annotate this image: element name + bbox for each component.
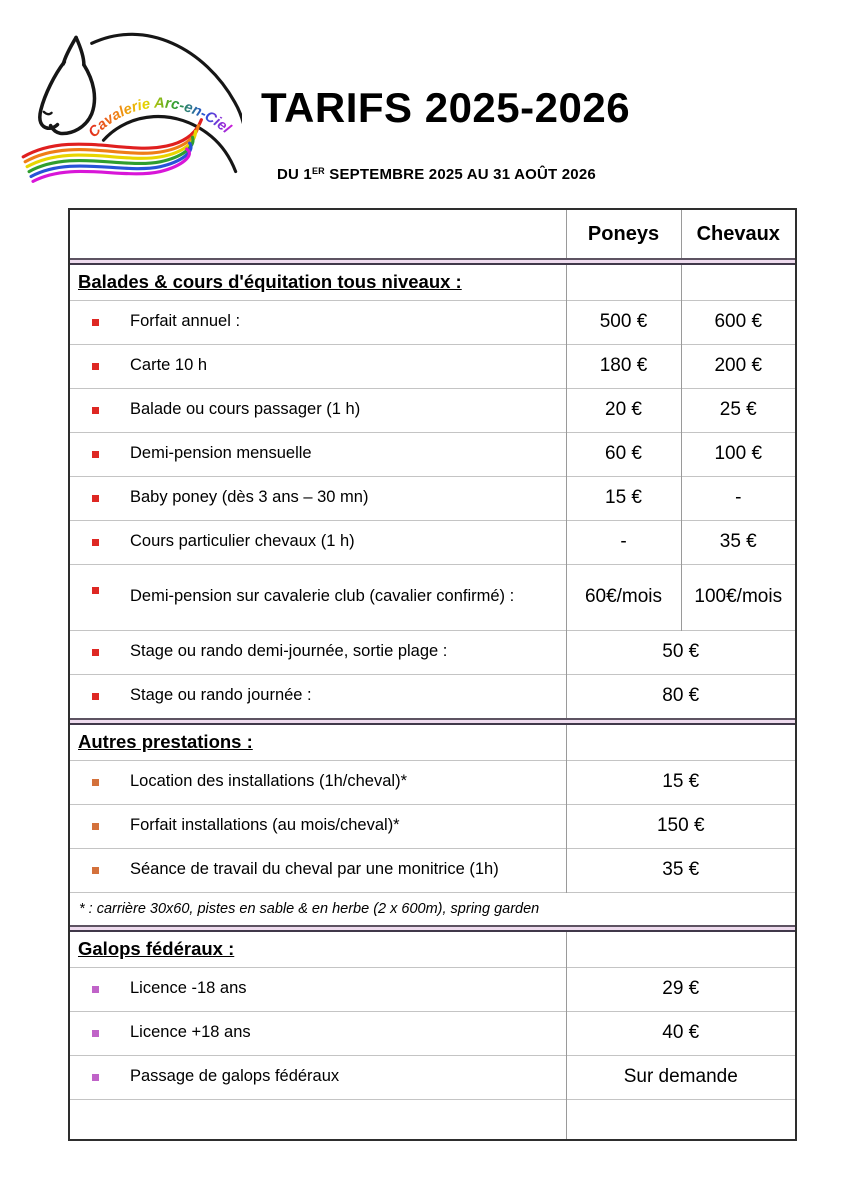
table-row-item — [69, 804, 796, 848]
price-cell-merged: 35 € — [566, 848, 796, 892]
table-row-item — [69, 1011, 796, 1055]
table-row-note — [69, 892, 796, 925]
table-row-item — [69, 674, 796, 718]
header-cell-poneys: Poneys — [566, 209, 681, 258]
item-label-cell — [69, 300, 566, 344]
price-cell-poneys — [566, 265, 681, 300]
bullet-icon — [92, 539, 99, 546]
header-cell-empty — [69, 209, 566, 258]
table-row-item — [69, 432, 796, 476]
bullet-icon — [92, 649, 99, 656]
bullet-icon — [92, 867, 99, 874]
table-row-item — [69, 967, 796, 1011]
price-cell-poneys: 60€/mois — [566, 564, 681, 630]
logo-text: Cavalerie Arc-en-Ciel — [85, 95, 234, 141]
page-subtitle — [277, 166, 596, 183]
item-label-cell — [69, 564, 566, 630]
table-row-separator — [69, 718, 796, 725]
item-label-cell — [69, 674, 566, 718]
bullet-icon — [92, 1074, 99, 1081]
item-label: Forfait annuel : — [130, 312, 241, 331]
item-label-cell — [69, 344, 566, 388]
section-title: Balades & cours d'équitation tous niveaux : — [78, 271, 462, 293]
price-cell-merged: 50 € — [566, 630, 796, 674]
price-cell-merged: 150 € — [566, 804, 796, 848]
item-label: Stage ou rando demi-journée, sortie plage : — [130, 642, 448, 661]
item-label-cell — [69, 760, 566, 804]
tariff-table-body — [69, 258, 796, 1140]
table-row-item — [69, 388, 796, 432]
table-row-empty — [69, 1099, 796, 1140]
price-cell-chevaux: 200 € — [681, 344, 796, 388]
price-cell-chevaux: 100€/mois — [681, 564, 796, 630]
bullet-icon — [92, 693, 99, 700]
price-cell-poneys: 20 € — [566, 388, 681, 432]
bullet-icon — [92, 407, 99, 414]
section-title-cell — [69, 265, 566, 300]
table-row-item — [69, 1055, 796, 1099]
item-label-cell — [69, 848, 566, 892]
table-row-separator — [69, 258, 796, 265]
price-cell-merged: 29 € — [566, 967, 796, 1011]
table-row-item — [69, 520, 796, 564]
empty-label-cell — [69, 1099, 566, 1140]
table-row-section — [69, 265, 796, 300]
page-title: TARIFS 2025-2026 — [261, 84, 631, 131]
item-label-cell — [69, 476, 566, 520]
price-cell-poneys: 180 € — [566, 344, 681, 388]
section-title-cell — [69, 932, 566, 967]
table-header — [69, 209, 796, 258]
subtitle-suffix: SEPTEMBRE 2025 AU 31 AOÛT 2026 — [324, 166, 596, 183]
table-row-item — [69, 344, 796, 388]
item-label: Balade ou cours passager (1 h) — [130, 400, 361, 419]
section-title: Autres prestations : — [78, 731, 253, 753]
subtitle-superscript: ER — [311, 166, 325, 176]
bullet-icon — [92, 779, 99, 786]
price-cell-chevaux: 35 € — [681, 520, 796, 564]
table-row-item — [69, 300, 796, 344]
item-label: Baby poney (dès 3 ans – 30 mn) — [130, 488, 369, 507]
item-label-cell — [69, 630, 566, 674]
item-label: Demi-pension mensuelle — [130, 444, 312, 463]
bullet-icon — [92, 823, 99, 830]
bullet-icon — [92, 1030, 99, 1037]
item-label-cell — [69, 967, 566, 1011]
bullet-icon — [92, 587, 99, 594]
footnote: * : carrière 30x60, pistes en sable & en herbe (2 x 600m), spring garden — [69, 892, 796, 925]
price-cell-merged: 40 € — [566, 1011, 796, 1055]
item-label: Séance de travail du cheval par une monitrice (1h) — [130, 860, 499, 879]
item-label: Forfait installations (au mois/cheval)* — [130, 816, 400, 835]
price-cell-poneys: 60 € — [566, 432, 681, 476]
table-row-item — [69, 630, 796, 674]
bullet-icon — [92, 451, 99, 458]
table-row-section — [69, 725, 796, 760]
item-label-cell — [69, 1055, 566, 1099]
item-label: Licence -18 ans — [130, 979, 247, 998]
bullet-icon — [92, 363, 99, 370]
price-cell-chevaux — [681, 265, 796, 300]
section-title-cell — [69, 725, 566, 760]
price-cell-merged: 15 € — [566, 760, 796, 804]
item-label: Demi-pension sur cavalerie club (cavalier confirmé) : — [130, 587, 515, 606]
bullet-icon — [92, 986, 99, 993]
item-label: Location des installations (1h/cheval)* — [130, 772, 407, 791]
price-cell-merged — [566, 932, 796, 967]
tariff-table — [68, 208, 797, 1141]
section-separator — [69, 718, 796, 725]
price-cell-poneys: 500 € — [566, 300, 681, 344]
header-cell-chevaux: Chevaux — [681, 209, 796, 258]
item-label-cell — [69, 520, 566, 564]
section-separator — [69, 258, 796, 265]
table-row-item — [69, 848, 796, 892]
item-label-cell — [69, 804, 566, 848]
bullet-icon — [92, 495, 99, 502]
price-cell-chevaux: 100 € — [681, 432, 796, 476]
header-row — [69, 209, 796, 258]
item-label: Stage ou rando journée : — [130, 686, 312, 705]
item-label-cell — [69, 388, 566, 432]
price-cell-poneys: - — [566, 520, 681, 564]
price-cell-chevaux: 25 € — [681, 388, 796, 432]
table-row-item — [69, 564, 796, 630]
price-cell-merged — [566, 725, 796, 760]
price-cell-merged: Sur demande — [566, 1055, 796, 1099]
table-row-item — [69, 476, 796, 520]
item-label: Passage de galops fédéraux — [130, 1067, 340, 1086]
item-label: Licence +18 ans — [130, 1023, 251, 1042]
table-row-section — [69, 932, 796, 967]
price-cell-chevaux: 600 € — [681, 300, 796, 344]
subtitle-prefix: DU 1 — [277, 166, 312, 183]
table-row-separator — [69, 925, 796, 932]
item-label: Carte 10 h — [130, 356, 208, 375]
section-title: Galops fédéraux : — [78, 938, 235, 960]
price-cell-poneys: 15 € — [566, 476, 681, 520]
item-label-cell — [69, 432, 566, 476]
price-cell-chevaux: - — [681, 476, 796, 520]
table-row-item — [69, 760, 796, 804]
price-cell-merged: 80 € — [566, 674, 796, 718]
item-label: Cours particulier chevaux (1 h) — [130, 532, 355, 551]
empty-price-cell — [566, 1099, 796, 1140]
section-separator — [69, 925, 796, 932]
club-logo — [10, 12, 242, 198]
bullet-icon — [92, 319, 99, 326]
item-label-cell — [69, 1011, 566, 1055]
